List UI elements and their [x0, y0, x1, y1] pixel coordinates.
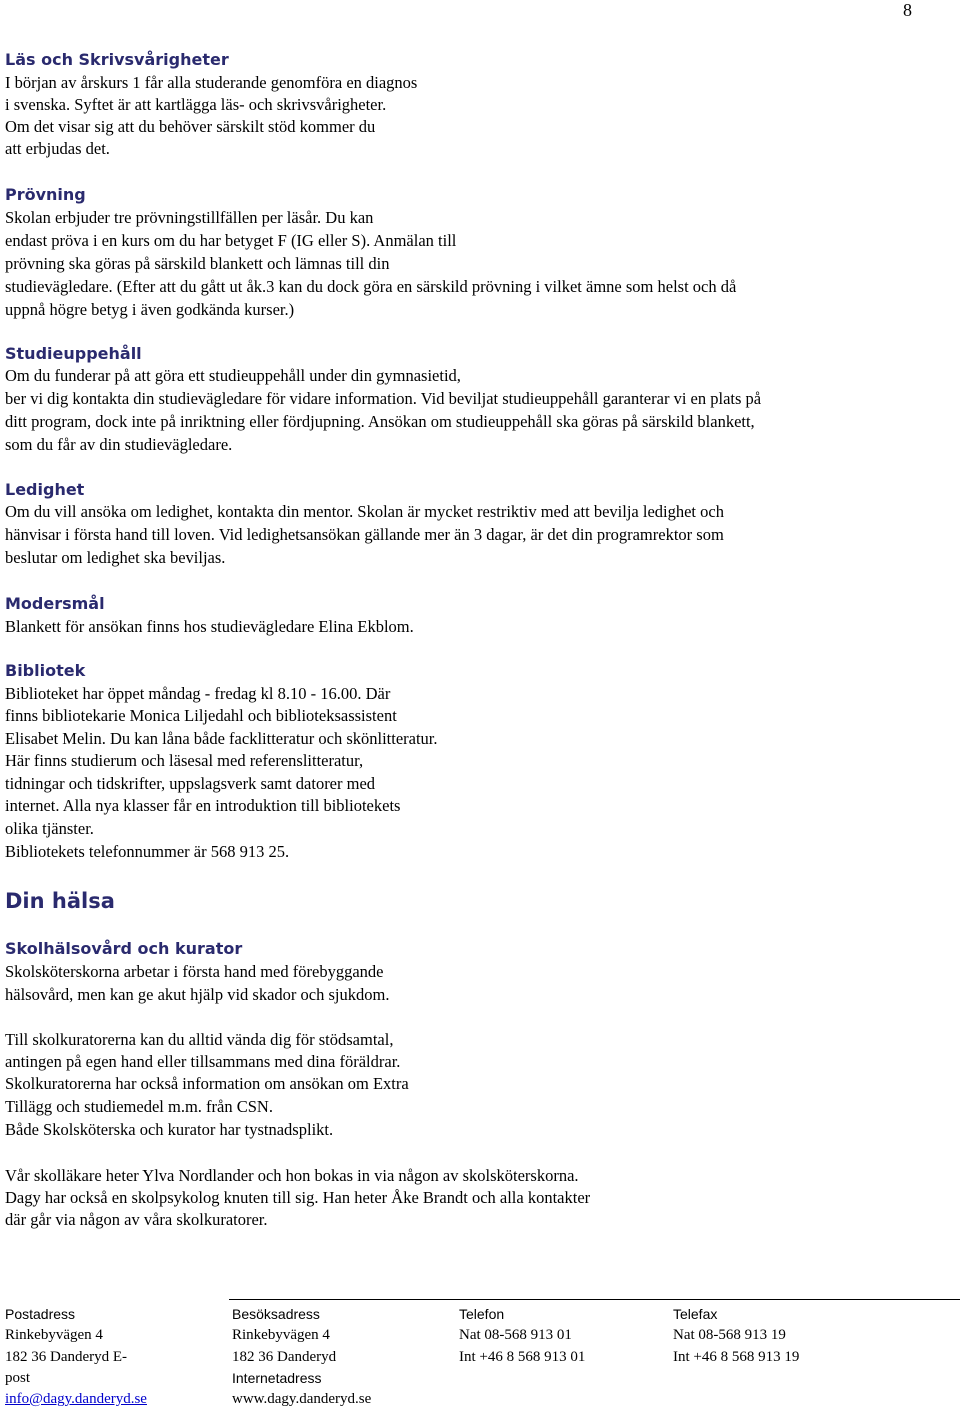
text-line: I början av årskurs 1 får alla studerande genomföra en diagnos: [5, 73, 418, 92]
text-line: finns bibliotekarie Monica Liljedahl och biblioteksassistent: [5, 706, 397, 725]
heading-studieuppehall: Studieuppehåll: [5, 344, 142, 363]
text-line: uppnå högre betyg i även godkända kurser.): [5, 300, 295, 319]
text-line: Tillägg och studiemedel m.m. från CSN.: [5, 1097, 273, 1116]
footer-telefon-line: Int +46 8 568 913 01: [459, 1349, 586, 1365]
text-line: Både Skolsköterska och kurator har tystnadsplikt.: [5, 1120, 334, 1139]
text-line: Bibliotekets telefonnummer är 568 913 25.: [5, 842, 290, 861]
footer-email-link[interactable]: info@dagy.danderyd.se: [5, 1391, 147, 1407]
text-line: i svenska. Syftet är att kartlägga läs- och skrivsvårigheter.: [5, 95, 387, 114]
footer-postadress-line: Rinkebyvägen 4: [5, 1327, 103, 1343]
text-line: endast pröva i en kurs om du har betyget F (IG eller S). Anmälan till: [5, 231, 457, 250]
text-line: Om du funderar på att göra ett studieuppehåll under din gymnasietid,: [5, 366, 461, 385]
text-line: beslutar om ledighet ska beviljas.: [5, 548, 226, 567]
footer-besoksadress-line: Rinkebyvägen 4: [232, 1327, 330, 1343]
text-line: Om det visar sig att du behöver särskilt stöd kommer du: [5, 117, 376, 136]
text-line: Om du vill ansöka om ledighet, kontakta din mentor. Skolan är mycket restriktiv med att bevilja ledighet och: [5, 502, 724, 521]
text-line: antingen på egen hand eller tillsammans med dina föräldrar.: [5, 1052, 401, 1071]
footer-telefax-label: Telefax: [673, 1306, 718, 1322]
heading-bibliotek: Bibliotek: [5, 661, 86, 680]
footer-telefon-label: Telefon: [459, 1306, 505, 1322]
text-line: Elisabet Melin. Du kan låna både facklitteratur och skönlitteratur.: [5, 729, 438, 748]
text-line: ditt program, dock inte på inriktning eller fördjupning. Ansökan om studieuppehåll ska göras på särskild blankett,: [5, 412, 755, 431]
heading-ledighet: Ledighet: [5, 480, 85, 499]
footer-web-link[interactable]: www.dagy.danderyd.se: [232, 1391, 372, 1407]
page-number: 8: [903, 0, 912, 20]
text-line: hälsovård, men kan ge akut hjälp vid skador och sjukdom.: [5, 985, 390, 1004]
text-line: tidningar och tidskrifter, uppslagsverk samt datorer med: [5, 774, 376, 793]
text-line: prövning ska göras på särskild blankett och lämnas till din: [5, 254, 390, 273]
footer-postadress-line: post: [5, 1370, 31, 1386]
text-line: Här finns studierum och läsesal med referenslitteratur,: [5, 751, 364, 770]
text-line: hänvisar i första hand till loven. Vid ledighetsansökan gällande mer än 3 dagar, är det din programrektor som: [5, 525, 724, 544]
footer-telefon-line: Nat 08-568 913 01: [459, 1327, 572, 1343]
text-line: Vår skolläkare heter Ylva Nordlander och hon bokas in via någon av skolsköterskorna.: [5, 1166, 579, 1185]
text-line: Biblioteket har öppet måndag - fredag kl 8.10 - 16.00. Där: [5, 684, 391, 703]
text-line: där går via någon av våra skolkuratorer.: [5, 1210, 268, 1229]
text-line: Dagy har också en skolpsykolog knuten till sig. Han heter Åke Brandt och alla kontakter: [5, 1188, 591, 1207]
text-line: Blankett för ansökan finns hos studievägledare Elina Ekblom.: [5, 617, 414, 636]
text-line: olika tjänster.: [5, 819, 94, 838]
text-line: som du får av din studievägledare.: [5, 435, 233, 454]
footer-telefax-line: Int +46 8 568 913 19: [673, 1349, 800, 1365]
footer-internetadress-label: Internetadress: [232, 1370, 322, 1386]
footer-besoksadress-label: Besöksadress: [232, 1306, 320, 1322]
heading-modersmal: Modersmål: [5, 594, 105, 613]
footer-telefax-line: Nat 08-568 913 19: [673, 1327, 786, 1343]
text-line: ber vi dig kontakta din studievägledare för vidare information. Vid beviljat studieuppehåll garanterar vi en plats på: [5, 389, 762, 408]
text-line: Skolkuratorerna har också information om ansökan om Extra: [5, 1074, 409, 1093]
heading-provning: Prövning: [5, 185, 86, 204]
heading-skolhalsovard: Skolhälsovård och kurator: [5, 939, 243, 958]
footer-postadress-label: Postadress: [5, 1306, 76, 1322]
heading-las: Läs och Skrivsvårigheter: [5, 50, 229, 69]
footer-postadress-line: 182 36 Danderyd E-: [5, 1349, 128, 1365]
text-line: att erbjudas det.: [5, 139, 110, 158]
footer-rule: [229, 1299, 960, 1300]
heading-din-halsa: Din hälsa: [5, 889, 115, 913]
text-line: Skolan erbjuder tre prövningstillfällen per läsår. Du kan: [5, 208, 374, 227]
text-line: Till skolkuratorerna kan du alltid vända dig för stödsamtal,: [5, 1030, 394, 1049]
footer-besoksadress-line: 182 36 Danderyd: [232, 1349, 337, 1365]
text-line: internet. Alla nya klasser får en introduktion till bibliotekets: [5, 796, 401, 815]
text-line: studievägledare. (Efter att du gått ut åk.3 kan du dock göra en särskild prövning i vilket ämne som helst och då: [5, 277, 737, 296]
text-line: Skolsköterskorna arbetar i första hand med förebyggande: [5, 962, 384, 981]
